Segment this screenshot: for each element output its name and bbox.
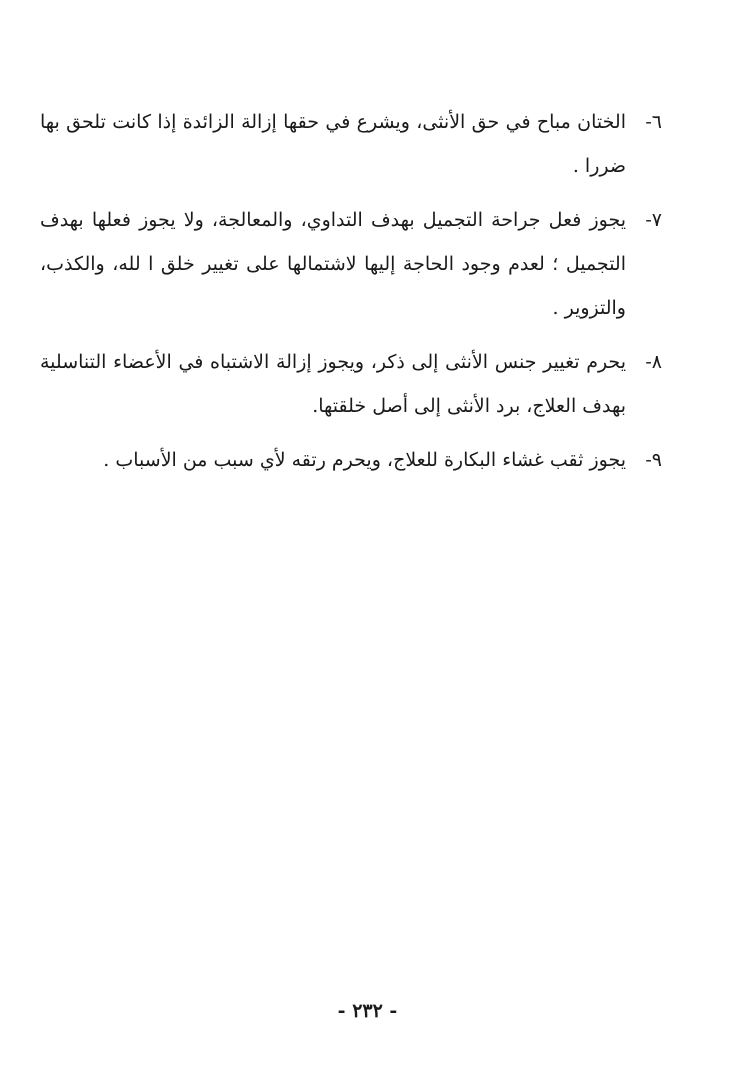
list-item-number: ٦- <box>645 111 662 133</box>
list-item-6 <box>40 100 662 188</box>
list-item-text: الختان مباح في حق الأنثى، ويشرع في حقها إزالة الزائدة إذا كانت تلحق بها ضررا . <box>40 111 626 177</box>
list-item-8 <box>40 340 662 428</box>
list-item-text: يجوز ثقب غشاء البكارة للعلاج، ويحرم رتقه لأي سبب من الأسباب . <box>103 449 626 471</box>
list-item-7 <box>40 198 662 330</box>
list-item-number: ٨- <box>645 351 662 373</box>
list-item-text: يجوز فعل جراحة التجميل بهدف التداوي، والمعالجة، ولا يجوز فعلها بهدف التجميل ؛ لعدم وجود الحاجة إليها لاشتمالها على تغيير خلق ا لله، والكذب، والتزوير . <box>40 209 626 319</box>
list-item-text: يحرم تغيير جنس الأنثى إلى ذكر، ويجوز إزالة الاشتباه في الأعضاء التناسلية بهدف العلاج، برد الأنثى إلى أصل خلقتها. <box>40 351 626 417</box>
page-number: - ٢٣٢ - <box>337 1000 398 1022</box>
list-item-9 <box>40 438 662 482</box>
numbered-list <box>40 100 662 492</box>
list-item-number: ٧- <box>645 209 662 231</box>
list-item-number: ٩- <box>645 449 662 471</box>
